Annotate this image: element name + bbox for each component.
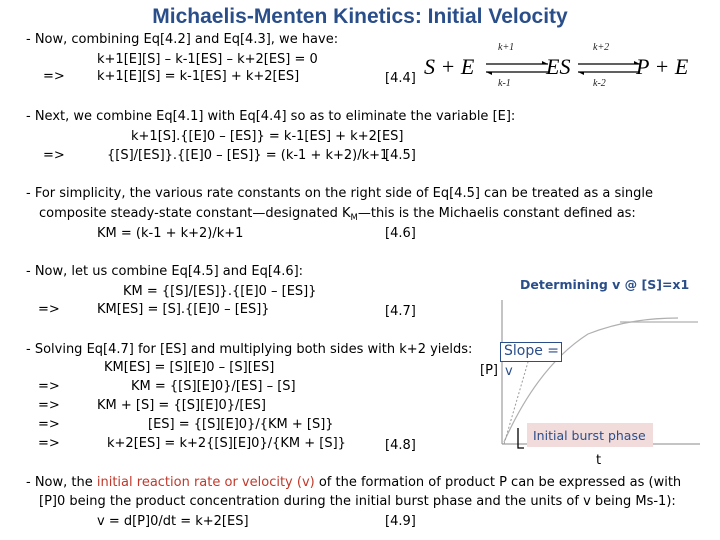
equation-tag-4-7: [4.7] xyxy=(385,304,416,319)
graph-x-label: t xyxy=(596,453,602,468)
burst-bracket xyxy=(518,428,524,448)
line-simplicity: - For simplicity, the various rate constants on the right side of Eq[4.5] can be treated as a single xyxy=(26,186,653,201)
implies-arrow: => xyxy=(38,398,60,413)
implies-arrow: => xyxy=(43,148,65,163)
equation-tag-4-5: [4.5] xyxy=(385,148,416,163)
equation-step-1: KM[ES] = [S][E]0 – [S][ES] xyxy=(104,360,275,375)
velocity-text-c: of the formation of product P can be expressed as (with xyxy=(314,475,682,490)
velocity-label: v xyxy=(505,364,513,379)
implies-arrow: => xyxy=(43,69,65,84)
reaction-scheme xyxy=(418,40,703,96)
scheme-k1: k+1 xyxy=(498,42,515,53)
equation-4-7: KM[ES] = [S].{[E]0 – [ES]} xyxy=(97,302,270,317)
line-velocity-def xyxy=(26,474,681,491)
page-title: Michaelis-Menten Kinetics: Initial Velocity xyxy=(152,5,568,28)
line-solving: - Solving Eq[4.7] for [ES] and multiplying both sides with k+2 yields: xyxy=(26,342,473,357)
velocity-highlight: initial reaction rate or velocity (v) xyxy=(96,475,315,490)
implies-arrow: => xyxy=(38,436,60,451)
scheme-km2: k-2 xyxy=(593,78,606,89)
scheme-complex: ES xyxy=(546,54,571,79)
equation-tag-4-9: [4.9] xyxy=(385,514,416,529)
equation-balance: k+1[E][S] – k-1[ES] – k+2[ES] = 0 xyxy=(97,52,318,67)
equation-tag-4-4: [4.4] xyxy=(385,71,416,86)
equation-substitute: k+1[S].{[E]0 – [ES]} = k-1[ES] + k+2[ES] xyxy=(131,129,404,144)
scheme-reactants: S + E xyxy=(424,54,475,79)
equation-4-8: k+2[ES] = k+2{[S][E]0}/{KM + [S]} xyxy=(107,436,346,451)
graph-title: Determining v @ [S]=x1 xyxy=(520,277,690,292)
line-combine-intro: - Now, combining Eq[4.2] and Eq[4.3], we have: xyxy=(26,32,339,47)
composite-text-b: —this is the Michaelis constant defined as: xyxy=(357,206,636,221)
composite-text-a: composite steady-state constant—designated K xyxy=(39,206,351,221)
burst-label: Initial burst phase xyxy=(533,428,646,443)
graph-y-label: [P] xyxy=(480,363,498,378)
equation-step-3: KM + [S] = {[S][E]0}/[ES] xyxy=(97,398,267,413)
equation-step-2: KM = {[S][E]0}/[ES] – [S] xyxy=(131,379,296,394)
slope-label: Slope = xyxy=(504,343,560,359)
equation-step-4: [ES] = {[S][E]0}/{KM + [S]} xyxy=(148,417,334,432)
implies-arrow: => xyxy=(38,379,60,394)
equation-tag-4-8: [4.8] xyxy=(385,438,416,453)
scheme-km1: k-1 xyxy=(498,78,511,89)
line-composite-constant: composite steady-state constant—designated $K_M—this$ is the Michaelis constant defined as: xyxy=(39,206,636,223)
implies-arrow: => xyxy=(38,417,60,432)
equation-4-6: KM = (k-1 + k+2)/k+1 xyxy=(97,226,244,241)
line-eliminate-intro: - Next, we combine Eq[4.1] with Eq[4.4] so as to eliminate the variable [E]: xyxy=(26,109,516,124)
equation-4-5: {[S]/[ES]}.{[E]0 – [ES]} = (k-1 + k+2)/k+1 xyxy=(107,148,389,163)
line-burst-units: [P]0 being the product concentration during the initial burst phase and the units of v being Ms-1): xyxy=(39,494,676,509)
equation-tag-4-6: [4.6] xyxy=(385,226,416,241)
equation-4-9: v = d[P]0/dt = k+2[ES] xyxy=(97,514,249,529)
scheme-products: P + E xyxy=(636,54,689,79)
scheme-k2: k+2 xyxy=(593,42,610,53)
line-combine-4-5-4-6: - Now, let us combine Eq[4.5] and Eq[4.6]: xyxy=(26,264,304,279)
velocity-text-a: - Now, the xyxy=(26,475,97,490)
equation-4-4: k+1[E][S] = k-1[ES] + k+2[ES] xyxy=(97,69,300,84)
implies-arrow: => xyxy=(38,302,60,317)
equation-km-ratio: KM = {[S]/[ES]}.{[E]0 – [ES]} xyxy=(123,284,317,299)
